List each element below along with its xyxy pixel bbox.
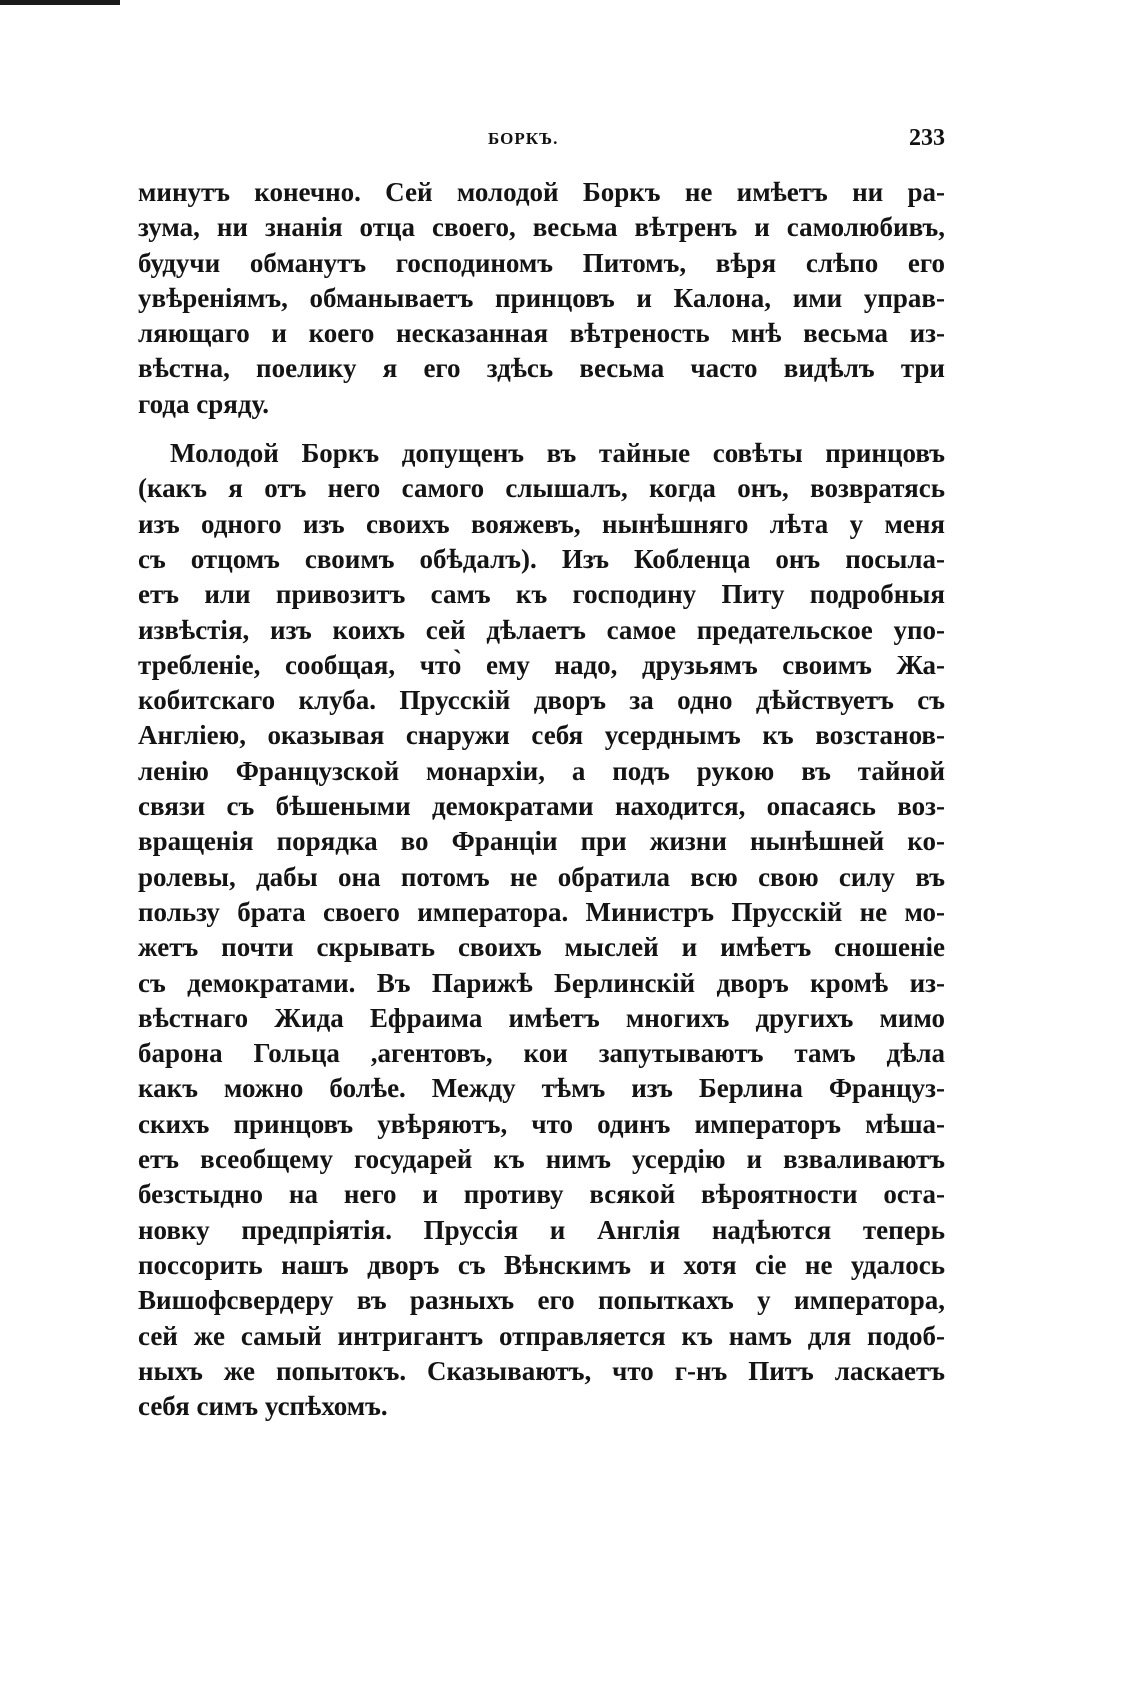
paragraph-1: [138, 175, 945, 422]
scan-edge-mark: [0, 0, 120, 5]
running-head: БОРКЪ.: [488, 129, 559, 148]
text-line: вѣстнаго Жида Ефраима имѣетъ многихъ другихъ мимо: [138, 1002, 945, 1033]
text-line: жетъ почти скрывать своихъ мыслей и имѣетъ сношеніе: [138, 932, 945, 963]
text-line: требленіе, сообщая, что̀ ему надо, друзьямъ своимъ Жа-: [138, 649, 945, 680]
text-line: безстыдно на него и противу всякой вѣроятности оста-: [138, 1179, 945, 1210]
text-line: Молодой Боркъ допущенъ въ тайные совѣты принцовъ: [170, 438, 945, 469]
text-line: Вишофсвердеру въ разныхъ его попыткахъ у императора,: [138, 1285, 945, 1316]
text-line: ленію Французской монархіи, а подъ рукою въ тайной: [138, 755, 945, 786]
text-line: скихъ принцовъ увѣряютъ, что одинъ императоръ мѣша-: [138, 1108, 945, 1139]
text-line: ролевы, дабы она потомъ не обратила всю свою силу въ: [138, 861, 945, 892]
text-line: съ отцомъ своимъ обѣдалъ). Изъ Кобленца онъ посыла-: [138, 543, 945, 574]
text-line: Англіею, оказывая снаружи себя усерднымъ къ возстанов-: [138, 720, 945, 751]
text-line: будучи обманутъ господиномъ Питомъ, вѣря слѣпо его: [138, 247, 945, 278]
text-line: съ демократами. Въ Парижѣ Берлинскій дворъ кромѣ из-: [138, 967, 945, 998]
text-line: сей же самый интригантъ отправляется къ намъ для подоб-: [138, 1320, 945, 1351]
text-line: вращенія порядка во Франціи при жизни нынѣшней ко-: [138, 826, 945, 857]
paragraph-gap: [138, 422, 945, 436]
text-line: етъ или привозитъ самъ къ господину Питу подробныя: [138, 579, 945, 610]
text-line: связи съ бѣшеными демократами находится, опасаясь воз-: [138, 791, 945, 822]
text-line: изъ одного изъ своихъ вояжевъ, нынѣшняго лѣта у меня: [138, 508, 945, 539]
text-line: вѣстна, поелику я его здѣсь весьма часто видѣлъ три: [138, 353, 945, 384]
text-line: пользу брата своего императора. Министръ Прусскій не мо-: [138, 896, 945, 927]
text-line: увѣреніямъ, обманываетъ принцовъ и Калона, ими управ-: [138, 282, 945, 313]
text-line: извѣстія, изъ коихъ сей дѣлаетъ самое предательское упо-: [138, 614, 945, 645]
text-line: кобитскаго клуба. Прусскій дворъ за одно дѣйствуетъ съ: [138, 685, 945, 716]
text-line: новку предпріятія. Пруссія и Англія надѣются теперь: [138, 1214, 945, 1245]
text-line: какъ можно болѣе. Между тѣмъ изъ Берлина Француз-: [138, 1073, 945, 1104]
page-number: 233: [909, 125, 945, 151]
text-line: ныхъ же попытокъ. Сказываютъ, что г-нъ Питъ ласкаетъ: [138, 1355, 945, 1386]
text-line: етъ всеобщему государей къ нимъ усердію и взваливаютъ: [138, 1144, 945, 1175]
body-text: [138, 175, 945, 1424]
text-line: барона Гольца ,агентовъ, кои запутываютъ тамъ дѣла: [138, 1038, 945, 1069]
text-line: года сряду.: [138, 388, 270, 419]
text-line: минутъ конечно. Сей молодой Боркъ не имѣетъ ни ра-: [138, 177, 945, 207]
paragraph-2: [138, 436, 945, 1424]
text-line: поссорить нашъ дворъ съ Вѣнскимъ и хотя сіе не удалось: [138, 1249, 945, 1280]
text-line: ляющаго и коего несказанная вѣтреность мнѣ весьма из-: [138, 318, 945, 349]
text-line: (какъ я отъ него самого слышалъ, когда онъ, возвратясь: [138, 473, 945, 504]
page-header: [138, 125, 945, 165]
text-line: зума, ни знанія отца своего, весьма вѣтренъ и самолюбивъ,: [138, 212, 945, 243]
text-line: себя симъ успѣхомъ.: [138, 1391, 388, 1422]
